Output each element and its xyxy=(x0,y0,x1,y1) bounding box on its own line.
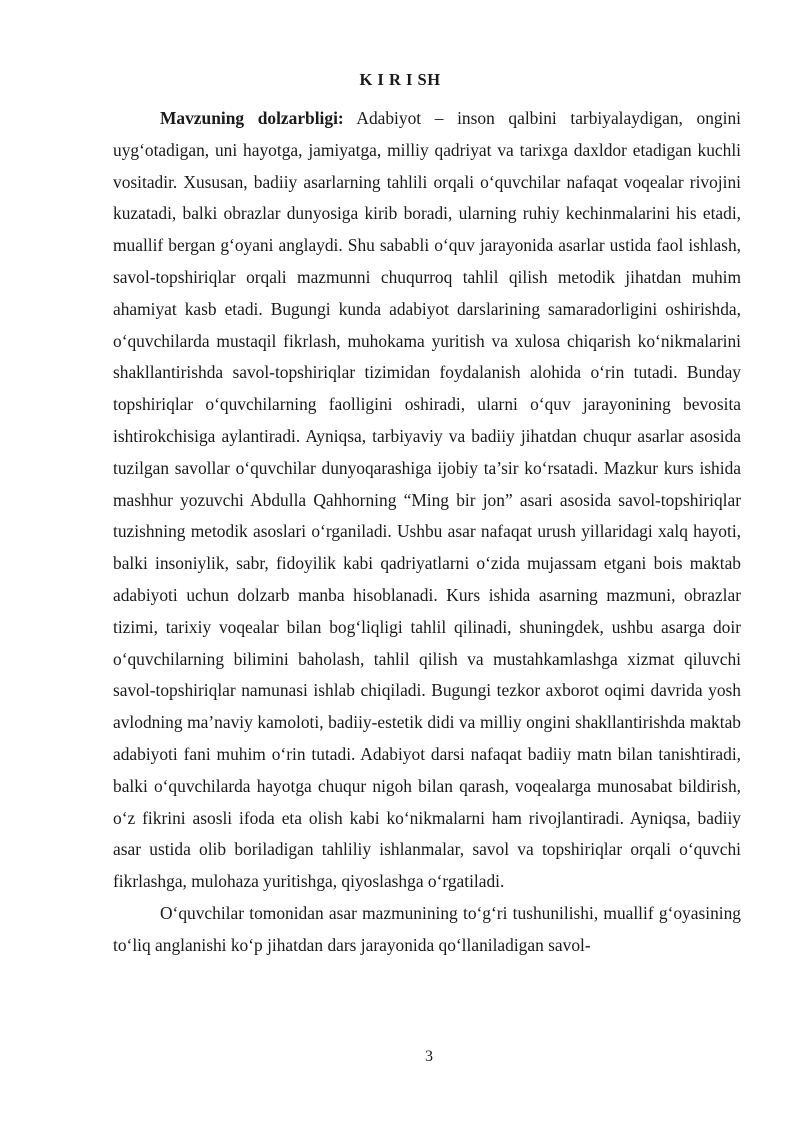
paragraph-continuation xyxy=(113,898,741,962)
paragraph-text: O‘quvchilar tomonidan asar mazmunining to‘g‘ri tushunilishi, muallif g‘oyasining to‘liq anglanishi ko‘p jihatdan dars jarayonida qo‘llaniladigan savol- xyxy=(113,902,741,955)
page-number: 3 xyxy=(425,1048,433,1065)
paragraph-lead: Mavzuning dolzarbligi: xyxy=(160,108,344,128)
body-text xyxy=(113,103,741,962)
section-heading: K I R I SH xyxy=(359,70,441,89)
paragraph-text: Adabiyot – inson qalbini tarbiyalaydigan, ongini uyg‘otadigan, uni hayotga, jamiyatga, milliy qadriyat va tarixga daxldor etadigan kuchli vositadir. Xususan, badiiy asarlarning tahlili orqali o‘quvchilar nafaqat voqealar rivojini kuzatadi, balki obrazlar dunyosiga kirib boradi, ularning ruhiy kechinmalarini his etadi, muallif bergan g‘oyani anglaydi. Shu sababli o‘quv jarayonida asarlar ustida faol ishlash, savol-topshiriqlar orqali mazmunni chuqurroq tahlil qilish metodik jihatdan muhim ahamiyat kasb etadi. Bugungi kunda adabiyot darslarining samaradorligini oshirishda, o‘quvchilarda mustaqil fikrlash, muhokama yuritish va xulosa chiqarish ko‘nikmalarini shakllantirishda savol-topshiriqlar tizimidan foydalanish alohida o‘rin tutadi. Bunday topshiriqlar o‘quvchilarning faolligini oshiradi, ularni o‘quv jarayonining bevosita ishtirokchisiga aylantiradi. Ayniqsa, tarbiyaviy va badiiy jihatdan chuqur asarlar asosida tuzilgan savollar o‘quvchilar dunyoqarashiga ijobiy ta’sir ko‘rsatadi. Mazkur kurs ishida mashhur yozuvchi Abdulla Qahhorning “Ming bir jon” asari asosida savol-topshiriqlar tuzishning metodik asoslari o‘rganiladi. Ushbu asar nafaqat urush yillaridagi xalq hayoti, balki insoniylik, sabr, fidoyilik kabi qadriyatlarni o‘zida mujassam etgani bois maktab adabiyoti uchun dolzarb manba hisoblanadi. Kurs ishida asarning mazmuni, obrazlar tizimi, tarixiy voqealar bilan bog‘liqligi tahlil qilinadi, shuningdek, ushbu asarga doir o‘quvchilarning bilimini baholash, tahlil qilish va mustahkamlashga xizmat qiluvchi savol-topshiriqlar namunasi ishlab chiqiladi. Bugungi tezkor axborot oqimi davrida yosh avlodning ma’naviy kamoloti, badiiy-estetik didi va milliy ongini shakllantirishda maktab adabiyoti fani muhim o‘rin tutadi. Adabiyot darsi nafaqat badiiy matn bilan tanishtiradi, balki o‘quvchilarda hayotga chuqur nigoh bilan qarash, voqealarga munosabat bildirish, o‘z fikrini asosli ifoda eta olish kabi ko‘nikmalarni ham rivojlantiradi. Ayniqsa, badiiy asar ustida olib boriladigan tahliliy ishlanmalar, savol va topshiriqlar orqali o‘quvchi fikrlashga, mulohaza yuritishga, qiyoslashga o‘rgatiladi. xyxy=(113,108,741,892)
paragraph-relevance xyxy=(113,103,741,898)
